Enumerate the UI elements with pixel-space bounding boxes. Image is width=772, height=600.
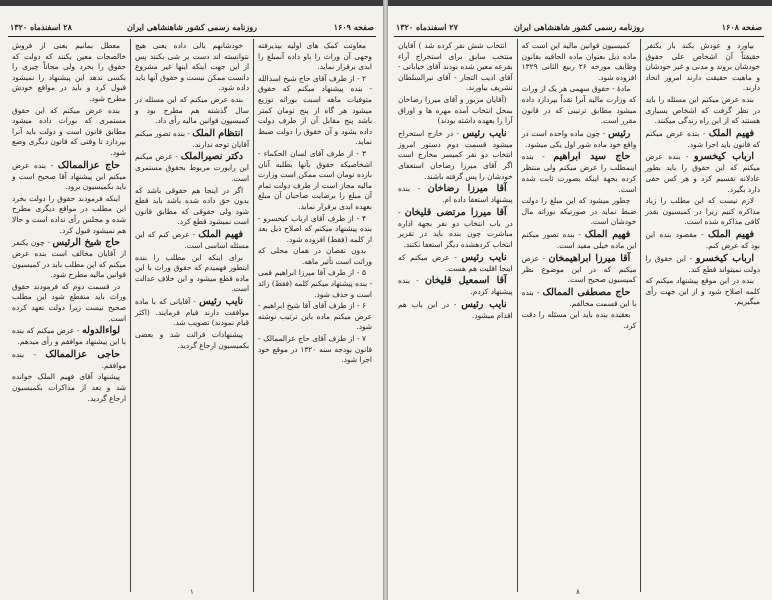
speech-text: - بنده موافقم. [12, 349, 126, 370]
speech-text: - بنده تصور میکنم آقایان توجه ندارند. [135, 128, 249, 149]
paragraph: پیشنهادات قرائت شد و بعضی بکمیسیون ارجاع گردید. [135, 330, 249, 350]
speech-text: - عرض میکنم که در این موضوع نظر کمیسیون صحیح است. [521, 253, 637, 285]
page-label: صفحه ۱۶۰۹ [333, 22, 374, 32]
speaker-paragraph [645, 151, 760, 195]
speaker-paragraph [398, 299, 513, 322]
paragraph: چطور میشود که این مبلغ را دولت ضبط نماید در صورتیکه بوراثه مال خودشان است. [521, 196, 637, 227]
speaker-name: لواءالدوله [81, 325, 120, 337]
paragraph: بنده در این موقع پیشنهاد میکنم که کلمه اصلاح شود و از این جهت رأی میگیریم. [645, 276, 760, 307]
column-1 [254, 39, 376, 592]
column-1 [641, 39, 764, 592]
right-page-columns [394, 39, 764, 592]
paragraph: ۵ - از طرف آقا میرزا ابراهیم قمی - بنده پیشنهاد میکنم کلمه (فقط) زائد است و حذف شود. [258, 268, 372, 299]
speaker-name: انتظام الملک [192, 127, 243, 139]
left-page-header [10, 22, 374, 34]
column-2 [518, 39, 642, 592]
speaker-name: آقا اسمعیل قلیخان [424, 275, 507, 287]
paragraph: بنده عرض میکنم این مسئله را باید در نظر گرفت که اشخاص بسیاری هستند که از این راه زندگی میکنند. [645, 94, 760, 126]
book-gutter [383, 0, 388, 600]
speech-text: - عرض میکنم که اینجا اقلیت هم هست. [397, 252, 513, 273]
speaker-name: نایب رئیس [199, 295, 244, 307]
speaker-name: فهیم الملک [708, 127, 754, 139]
left-page [0, 6, 385, 600]
paragraph: مادۀ - حقوق سهمی هر یک از وراث که وزارت مالیه آنرا نقداً بپردازد داده میشود مطابق ترتیبی که در قانون مقرر است. [521, 84, 637, 126]
speaker-paragraph [135, 229, 249, 252]
left-page-columns [8, 39, 376, 592]
speaker-name: آقا میرزا رضاخان [427, 183, 507, 195]
paragraph: در قسمت دوم که فرمودند حقوق وراث باید منقطع شود این مطلب صحیح نیست زیرا دولت تعهد کرده است. [12, 281, 126, 323]
right-page [386, 6, 772, 600]
speaker-name: فهیم الملک [707, 228, 754, 240]
paragraph: کمیسیون قوانین مالیه این است که ماده ذیل بعنوان ماده الحاقیه بقانون وظایف مورخه ۲۶ ربیع الثانی ۱۳۲۹ افزوده شود. [521, 41, 637, 82]
speaker-paragraph [398, 275, 513, 298]
paragraph: انتخاب شش نفر کرده شد ) آقایان منتخب سابق برای استخراج آراء بقرعه معین شده بودند آقای خیابانی - آقای ادیب التجار - آقای نیرالسلطان تشریف بیاورند. [397, 41, 513, 93]
speaker-name: فهیم الملک [584, 228, 631, 240]
speaker-paragraph [398, 207, 513, 251]
speech-text: - عرض میکنم که بنده با این پیشنهاد موافقم و رأی میدهم. [12, 326, 126, 347]
paragraph: معطل بمانیم یعنی از فروش خالصجات معین بکنند که دولت که حقوق را بخرد ولی مجاناً چیزی را بکسی ندهد این پیشنهاد را نمیشود قبول کرد و باید در مواقع خودش مطرح شود. [12, 41, 126, 103]
speech-text: - چون یکنفر از آقایان مخالف است بنده عرض میکنم که این مطلب باید در کمیسیون قوانین مالیه مطرح شود. [12, 238, 126, 280]
speaker-paragraph [135, 296, 249, 329]
speaker-name: ارباب کیخسرو [693, 151, 754, 163]
speaker-paragraph [398, 183, 513, 206]
footer-page-number: ۸ [576, 588, 580, 596]
speech-text: - آقایانی که با ماده موافقت دارند قیام فرمایند. (اکثر قیام نمودند) تصویب شد. [135, 296, 249, 328]
speech-text: - مقصود بنده این بود که عرض کنم. [645, 229, 760, 250]
speaker-paragraph [12, 237, 126, 281]
paragraph: بدون نقصان در همان محلی که وراثت است تأثیر ماهه. [258, 246, 372, 266]
speech-text: - در خارج استخراج میشود قسمت دوم دستور امروز انتخاب دو نفر کمیسر مخارج است اگر آقای میرزا رضاخان استعفای خودشان را پس گرفته باشند. [397, 128, 513, 181]
speech-text: - در باب انتخاب دو نفر بجهة اداره مباشرت چون بنده باید در تقریر انتخاب کردهشده دیگر استعفا نکنند. [397, 207, 513, 249]
speech-text: - بنده اینمطلب را عرض میکنم ولی منتظر کرده بجهة اینکه بصورت ثابت شده است. [521, 152, 637, 194]
paragraph: ۲ - از طرف آقای حاج شیخ اسدالله - بنده پیشنهاد میکنم که حقوق متوفیات ماهه اسبت بوراثه توزیع میشود هر گاه از پنج تومان کمتر باشد پنج مقابل آن از طرف دولت داده بشود و آن حقوق را دولت ضبط نماید. [258, 73, 372, 147]
speaker-paragraph [12, 160, 126, 193]
paragraph: خودشانهم بالی داده یعنی هیچ نتوانسته اند دست بر شی بکنند پس از این جهت اینکه اینها غیر مشروع دانست ممکن نیست و حقوق آنها باید داده شود. [135, 41, 249, 93]
column-3 [394, 39, 518, 592]
speaker-name: ارباب کیخسرو [695, 252, 755, 264]
speaker-name: رئیس [608, 127, 631, 139]
paragraph: معاونت کمک های اولیه بپذیرفته وجهی آن وراث را باو داده آنمبلغ را ابدی برقرار نماید. [258, 41, 372, 72]
speaker-name: آقا میرزا ابراهیمخان [548, 252, 631, 264]
speaker-name: دکتر نصیرالملک [180, 151, 243, 163]
speaker-paragraph [645, 229, 760, 252]
speech-text: - عرض کنم که این مسئله اساسی است. [135, 229, 249, 250]
speaker-paragraph [645, 128, 760, 151]
speech-text: - بنده عرض میکنم این پیشنهاد آقا صحیح است و باید بکمیسیون برود. [12, 160, 126, 192]
speech-text: - بنده با این قسمت مخالفم. [521, 287, 637, 308]
speaker-name: حاج مصطفی الممالک [542, 286, 631, 298]
paragraph: ۶ - از طرف آقای آقا شیخ ابراهیم - عرض میکنم ماده باین ترتیب نوشته شود. [258, 301, 372, 332]
footer-page-number: ۱ [190, 588, 194, 596]
page-label: صفحه ۱۶۰۸ [721, 22, 762, 32]
speaker-paragraph [12, 325, 126, 348]
paragraph: برای اینکه این مطلب را بنده اینطور فهمیدم که حقوق وراث با این ماده قطع میشود و این خلاف عدالت است. [135, 252, 249, 294]
speaker-name: نایب رئیس [461, 251, 507, 263]
speaker-paragraph [522, 253, 637, 286]
paragraph: (آقایان مزبور و آقای میرزا رضاخان بمحل انتخاب آمده مهره ها و اوراق آرا را بعهده داشته بودند) [397, 94, 513, 126]
speaker-paragraph [522, 151, 637, 195]
speaker-paragraph [522, 229, 637, 252]
speaker-name: حاج سید ابراهیم [553, 151, 631, 163]
speaker-paragraph [522, 287, 637, 310]
issue-date: ۲۸ اسفندماه ۱۳۲۰ [10, 22, 72, 32]
speaker-paragraph [135, 151, 249, 184]
header-rule [394, 36, 764, 37]
paragraph: ۷ - از طرف آقای حاج عزالممالک - قانون بودجه سنه ۱۳۲۰ در موقع خود اجرا شود. [258, 334, 372, 365]
column-2 [131, 39, 254, 592]
paragraph: بعقیده بنده باید این مسئله را دقت کرد. [521, 310, 637, 330]
paragraph: ۳ - از طرف آقای لسان الحکماء - اشخاصیکه حقوق بآنها بطلبه آنان بازده تومان است ممکن است وزارت مالیه مجاز است از طرف دولت تمام آن مبلغ را برضایت صاحبان آن مبلغ بعهده ابدی برقرار نماید. [258, 148, 372, 211]
speech-text: - بنده تصور میکنم این ماده خیلی مفید است. [521, 229, 637, 250]
speaker-name: آقا میرزا مرتضی قلیخان [404, 206, 507, 218]
issue-date: ۲۷ اسفندماه ۱۳۲۰ [396, 22, 458, 32]
speech-text: - بنده عرض میکنم که این حقوق را باید بطور عادلانه تقسیم کرد و هر کس حقی دارد بگیرد. [645, 152, 760, 194]
speaker-name: حاجی عزالممالک [45, 348, 120, 360]
speaker-name: فهیم الملک [198, 228, 244, 240]
paragraph: اینکه فرمودند حقوق را دولت بخرد این مطلب در مواقع دیگری مطرح شده و مجلس رأی نداده است و حالا هم نمیشود قبول کرد. [12, 193, 126, 235]
speech-text: - بنده پیشنهاد استعفا داده ام. [397, 184, 513, 205]
speaker-name: نایب رئیس [462, 127, 507, 139]
speaker-name: حاج شیخ الرئیس [52, 237, 120, 249]
speech-text: - عرض میکنم این راپورت مربوط بحقوق مستمری است. [135, 152, 249, 183]
speaker-paragraph [398, 252, 513, 275]
speaker-paragraph [12, 349, 126, 372]
speech-text: - چون ماده واحده است در واقع خود ماده شور اول یکی میشود. [521, 128, 637, 149]
paragraph: بیاورد و عودش بکند باز یکنفر حقیقتاً آن اشخاص علی حقوق خودشان بروند و مدنی و غیر خودشان و ماهیت حقیقت دارند امروز اتحاد دارند. [645, 41, 760, 93]
speaker-paragraph [645, 253, 760, 276]
paragraph: ۴ - از طرف آقای ارباب کیخسرو - بنده پیشنهاد میکنم که اصلاح ذیل بعد از کلمه (فقط) افزوده شود. [258, 213, 372, 244]
speaker-paragraph [522, 128, 637, 151]
speaker-paragraph [135, 128, 249, 151]
column-3 [8, 39, 131, 592]
right-page-header [396, 22, 762, 34]
paragraph: بنده عرض میکنم که این حقوق مستمری که بوراث داده میشود مطابق قانون است و دولت باید آنرا بپردازد تا وقتی که قانون دیگری وضع شود. [12, 105, 126, 157]
speech-text: - در این باب هم اقدام میشود. [397, 299, 513, 320]
header-rule [8, 36, 376, 37]
speaker-paragraph [398, 128, 513, 182]
paragraph: پیشنهاد آقای فهیم الملک خوانده شد و بعد از مذاکرات بکمیسیون ارجاع گردید. [12, 372, 126, 403]
speech-text: - بنده پیشنهاد کردم. [397, 276, 513, 297]
paragraph: لازم نیست که این مطلب را زیاد مذاکره کنیم زیرا در کمیسیون بقدر کافی مذاکره شده است. [645, 196, 760, 227]
speaker-name: حاج عزالممالک [57, 159, 120, 171]
paragraph: اگر در اینجا هم حقوقی باشد که بدون حق داده شده باشد باید قطع شود ولی حقوقی که مطابق قانون است نمیشود قطع کرد. [135, 185, 249, 227]
newspaper-title: روزنامه رسمی کشور شاهنشاهی ایران [127, 22, 257, 32]
speech-text: - بنده عرض میکنم که قانون باید اجرا شود. [645, 128, 760, 149]
paragraph: بنده عرض میکنم که این مسئله در سال گذشته هم مطرح بود و کمیسیون قوانین مالیه رأی داد. [135, 94, 249, 126]
speaker-name: نایب رئیس [461, 298, 507, 310]
newspaper-title: روزنامه رسمی کشور شاهنشاهی ایران [514, 22, 644, 32]
speech-text: - این حقوق را دولت نمیتواند قطع کند. [645, 253, 760, 274]
